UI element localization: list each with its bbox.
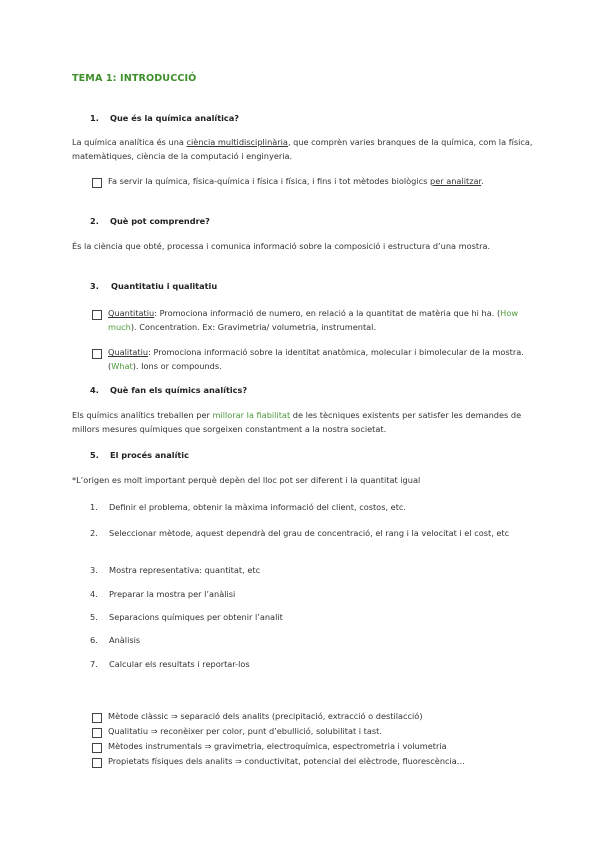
section-number: 3. <box>90 281 99 291</box>
section-1-paragraph <box>72 136 534 163</box>
section-4-heading <box>90 385 247 395</box>
checkbox[interactable] <box>92 178 102 188</box>
checkbox[interactable] <box>92 349 102 359</box>
text: . <box>481 176 484 186</box>
text: : Promociona informació sobre la identitat anatòmica, molecular i bimolecular de la mostra. ( <box>108 347 524 371</box>
checkbox[interactable] <box>92 310 102 320</box>
section-1-check-item <box>108 175 528 189</box>
section-number: 5. <box>90 450 99 460</box>
list-number: 2. <box>90 528 98 538</box>
checkbox[interactable] <box>92 728 102 738</box>
underlined-term: per analitzar <box>430 176 482 186</box>
highlight-text: What <box>111 360 133 371</box>
text: , que comprèn varies branques de la química, com la física, matemàtiques, ciència de la computació i enginyeria. <box>72 137 533 161</box>
underlined-term: Quantitatiu <box>108 308 155 318</box>
list-number: 1. <box>90 502 98 512</box>
section-title: Què fan els químics analítics? <box>110 385 248 395</box>
page-title: TEMA 1: INTRODUCCIÓ <box>72 73 197 84</box>
list-item <box>90 501 407 515</box>
section-title: Quantitatiu i qualitatiu <box>111 281 218 291</box>
text: de les tècniques existents per satisfer les demandes de millors mesures químiques que sorgeixen constantment a la nostra societat. <box>72 410 522 434</box>
text: ). Concentration. Ex: Gravimetria/ volumetria, instrumental. <box>130 321 377 332</box>
list-number: 5. <box>90 612 98 622</box>
highlight-text: millorar la fiabilitat <box>212 410 291 420</box>
list-text: Separacions químiques per obtenir l’analit <box>109 612 283 622</box>
highlight-text: How much <box>108 308 519 332</box>
section-number: 1. <box>90 113 99 123</box>
text: La química analítica és una <box>72 137 187 147</box>
list-text: Definir el problema, obtenir la màxima informació del client, costos, etc. <box>109 502 407 512</box>
method-item: Propietats físiques dels analits ⇒ conductivitat, potencial del elèctrode, fluorescència… <box>108 756 465 766</box>
list-text: Anàlisis <box>109 635 141 645</box>
section-2-heading <box>90 216 210 226</box>
section-2-paragraph: És la ciència que obté, processa i comunica informació sobre la composició i estructura d’una mostra. <box>72 241 491 251</box>
underlined-term: ciència multidisciplinària <box>186 137 288 147</box>
text: Fa servir la química, física-química i física i física, i fins i tot mètodes biològics <box>108 176 431 186</box>
list-item <box>90 634 141 648</box>
text: Els químics analítics treballen per <box>72 410 213 420</box>
section-number: 4. <box>90 385 99 395</box>
section-title: Que és la química analítica? <box>110 113 240 123</box>
list-number: 4. <box>90 589 98 599</box>
section-number: 2. <box>90 216 99 226</box>
list-number: 6. <box>90 635 98 645</box>
section-title: El procés analític <box>110 450 189 460</box>
list-item <box>90 588 236 602</box>
section-1-heading <box>90 113 239 123</box>
list-item <box>90 611 283 625</box>
list-text: Calcular els resultats i reportar-los <box>109 659 250 669</box>
section-4-paragraph <box>72 409 534 436</box>
method-item: Qualitatiu ⇒ reconèixer per color, punt d’ebullició, solubilitat i tast. <box>108 726 382 736</box>
method-item: Mètodes instrumentals ⇒ gravimetria, electroquímica, espectrometria i volumetria <box>108 741 447 751</box>
section-3-heading <box>90 281 217 291</box>
text: : Promociona informació de numero, en relació a la quantitat de matèria que hi ha. ( <box>154 308 501 318</box>
list-item <box>90 658 250 672</box>
text: ). Ions or compounds. <box>132 360 222 371</box>
checkbox[interactable] <box>92 713 102 723</box>
section-5-intro: *L’origen es molt important perquè depèn del lloc pot ser diferent i la quantitat igual <box>72 475 421 485</box>
quantitative-item <box>108 307 530 334</box>
list-item <box>90 527 510 541</box>
checkbox[interactable] <box>92 758 102 768</box>
list-number: 7. <box>90 659 98 669</box>
list-item <box>90 564 261 578</box>
underlined-term: Qualitatiu <box>108 347 149 357</box>
list-text: Seleccionar mètode, aquest dependrà del grau de concentració, el rang i la velocitat i el cost, etc <box>109 528 510 538</box>
list-text: Mostra representativa: quantitat, etc <box>109 565 261 575</box>
list-text: Preparar la mostra per l’anàlisi <box>109 589 236 599</box>
section-5-heading <box>90 450 189 460</box>
checkbox[interactable] <box>92 743 102 753</box>
method-item: Mètode clàssic ⇒ separació dels analits (precipitació, extracció o destilacció) <box>108 711 423 721</box>
list-number: 3. <box>90 565 98 575</box>
section-title: Què pot comprendre? <box>110 216 210 226</box>
qualitative-item <box>108 346 530 373</box>
